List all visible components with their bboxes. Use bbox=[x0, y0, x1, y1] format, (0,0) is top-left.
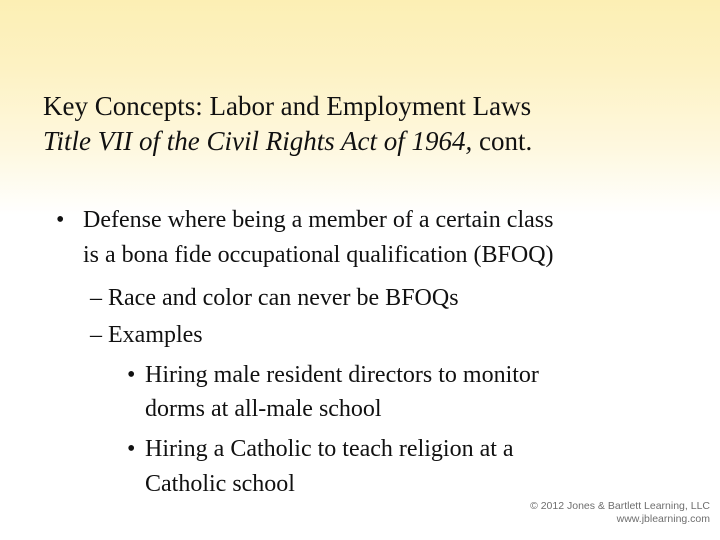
bullet-icon: • bbox=[127, 436, 136, 462]
sub-bullet-text: – Examples bbox=[90, 322, 203, 348]
title-cont: cont. bbox=[472, 126, 533, 156]
bullet-icon: • bbox=[127, 362, 136, 388]
slide-title bbox=[43, 89, 683, 159]
example-text-line: Catholic school bbox=[145, 471, 295, 497]
title-line-1: Key Concepts: Labor and Employment Laws bbox=[43, 91, 532, 121]
bullet-text-line: Defense where being a member of a certain class bbox=[83, 207, 554, 233]
title-act-name: Title VII of the Civil Rights Act of 1964, bbox=[43, 126, 473, 156]
copyright-notice bbox=[524, 500, 710, 526]
copyright-text: © 2012 Jones & Bartlett Learning, LLC bbox=[530, 500, 710, 512]
bullet-text-line: is a bona fide occupational qualification (BFOQ) bbox=[83, 242, 554, 268]
bullet-icon: • bbox=[56, 207, 65, 233]
title-line-2 bbox=[43, 124, 683, 159]
example-text-line: Hiring male resident directors to monitor bbox=[145, 362, 539, 388]
publisher-url: www.jblearning.com bbox=[616, 513, 710, 525]
example-text-line: Hiring a Catholic to teach religion at a bbox=[145, 436, 514, 462]
sub-bullet-text: – Race and color can never be BFOQs bbox=[90, 285, 459, 311]
example-text-line: dorms at all-male school bbox=[145, 396, 382, 422]
